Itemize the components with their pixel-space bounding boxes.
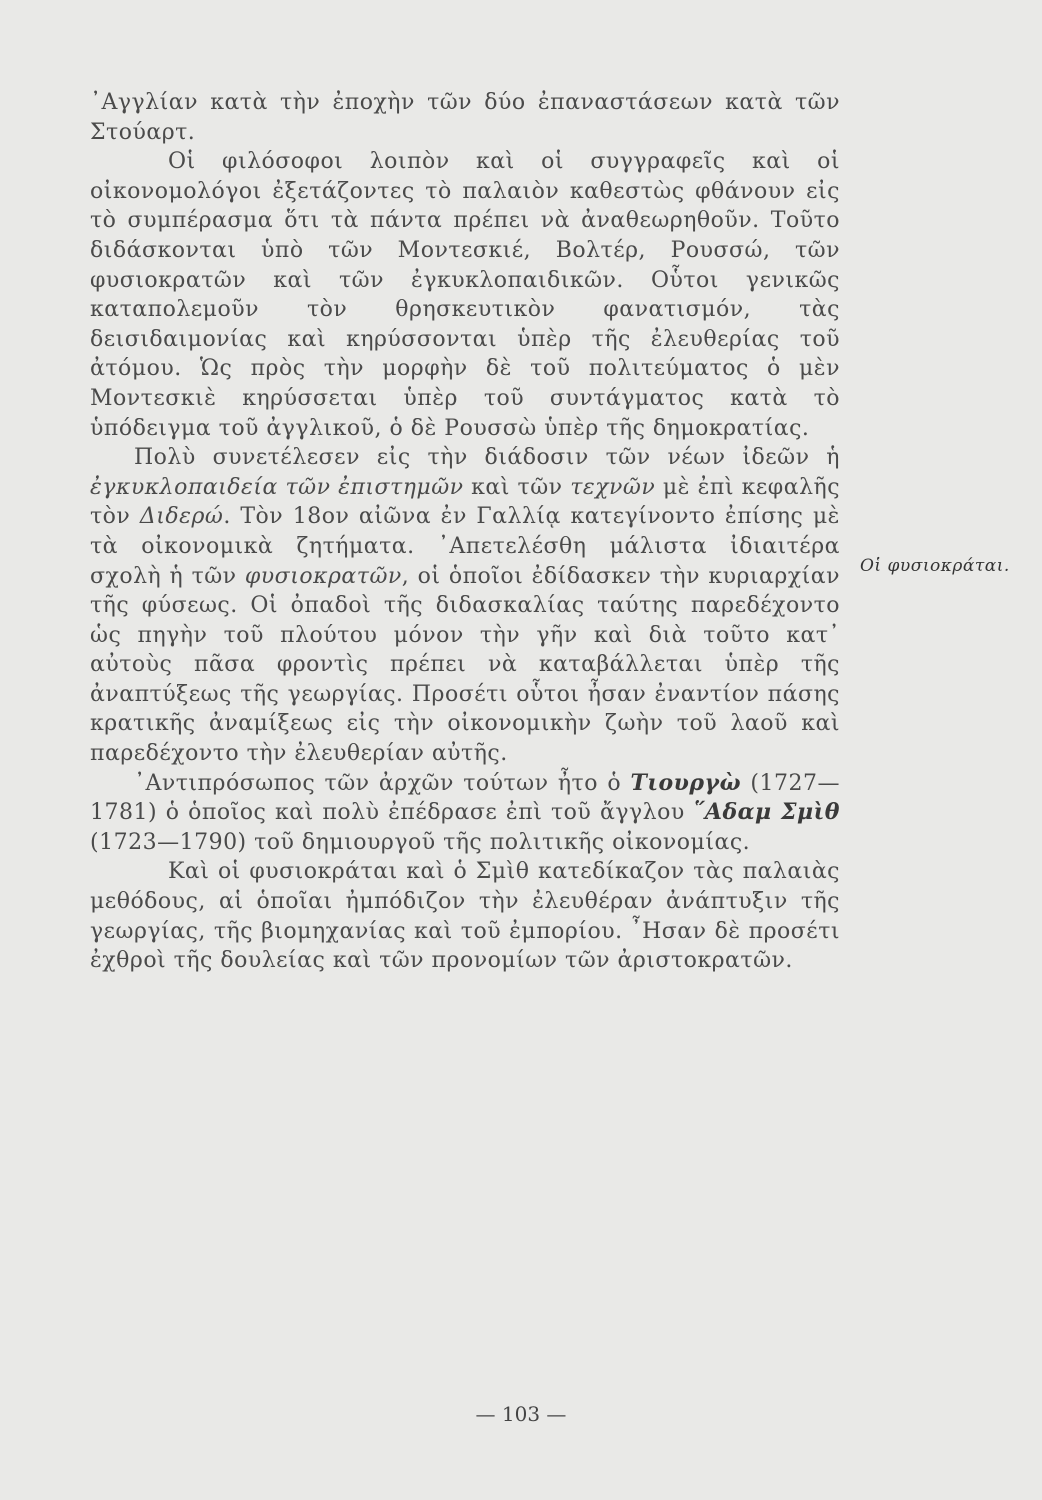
text-segment: μὲ ἐπὶ κεφαλῆς τὸν (90, 474, 841, 530)
text-segment: Πολὺ συνετέλεσεν εἰς τὴν διάδοσιν τῶν νέων ἰδεῶν ἡ (134, 445, 840, 471)
text-segment-italic: φυσιοκρατῶν (244, 563, 402, 589)
body-text (90, 88, 840, 976)
page-number: — 103 — (475, 1402, 567, 1426)
text-segment: . Τὸν 18ον αἰῶνα ἐν Γαλλίᾳ κατεγίνοντο ἐπίσης μὲ τὰ οἰκονομικὰ ζητήματα. ᾿Απετελέσθη μάλιστα ἰδιαιτέρα σχολὴ ἡ τῶν (90, 504, 840, 589)
text-segment: Καὶ οἱ φυσιοκράται καὶ ὁ Σμὶθ κατεδίκαζον τὰς παλαιὰς μεθόδους, αἱ ὁποῖαι ἠμπόδιζον τὴν ἐλευθέραν ἀνάπτυξιν τῆς γεωργίας, τῆς βιομηχανίας καὶ τοῦ ἐμπορίου. ῏Ησαν δὲ προσέτι ἐχθροὶ τῆς δουλείας καὶ τῶν προνομίων τῶν ἀριστοκρατῶν. (90, 859, 840, 974)
text-segment-bold-italic: ῞Αδαμ Σμὶθ (693, 799, 840, 826)
text-segment: (1727—1781) ὁ ὁποῖος καὶ πολὺ ἐπέδρασε ἐπὶ τοῦ ἄγγλου (90, 770, 840, 826)
text-segment: (1723—1790) τοῦ δημιουργοῦ τῆς πολιτικῆς οἰκονομίας. (90, 829, 751, 855)
text-segment: , οἱ ὁποῖοι ἐδίδασκεν τὴν κυριαρχίαν τῆς φύσεως. Οἱ ὀπαδοὶ τῆς διδασκαλίας ταύτης παρεδέχοντο ὡς πηγὴν τοῦ πλούτου μόνον τὴν γῆν καὶ διὰ τοῦτο κατ᾿ αὐτοὺς πᾶσα φροντὶς πρέπει νὰ καταβάλλεται ὑπὲρ τῆς ἀναπτύξεως τῆς γεωργίας. Προσέτι οὗτοι ἦσαν ἐναντίον πάσης κρατικῆς ἀναμίξεως εἰς τὴν οἰκονομικὴν ζωὴν τοῦ λαοῦ καὶ παρεδέχοντο τὴν ἐλευθερίαν αὐτῆς. (90, 563, 840, 767)
paragraph-encyclopedia (90, 443, 840, 769)
paragraph-philosophers (90, 147, 840, 443)
text-segment-italic: τεχνῶν (570, 474, 656, 500)
text-segment: Οἱ φιλόσοφοι λοιπὸν καὶ οἱ συγγραφεῖς καὶ οἱ οἰκονομολόγοι ἐξετάζοντες τὸ παλαιὸν καθεστὼς φθάνουν εἰς τὸ συμπέρασμα ὅτι τὰ πάντα πρέπει νὰ ἀναθεωρηθοῦν. Τοῦτο διδάσκονται ὑπὸ τῶν Μοντεσκιέ, Βολτέρ, Ρουσσώ, τῶν φυσιοκρατῶν καὶ τῶν ἐγκυκλοπαιδικῶν. Οὗτοι γενικῶς καταπολεμοῦν τὸν θρησκευτικὸν φανατισμόν, τὰς δεισιδαιμονίας καὶ κηρύσσονται ὑπὲρ τῆς ἐλευθερίας τοῦ ἀτόμου. Ὡς πρὸς τὴν μορφὴν δὲ τοῦ πολιτεύματος ὁ μὲν Μοντεσκιὲ κηρύσσεται ὑπὲρ τοῦ συντάγματος κατὰ τὸ ὑπόδειγμα τοῦ ἀγγλικοῦ, ὁ δὲ Ρουσσὼ ὑπὲρ τῆς δημοκρατίας. (90, 149, 840, 441)
text-segment: καὶ τῶν (463, 474, 571, 500)
text-segment: ᾿Αντιπρόσωπος τῶν ἀρχῶν τούτων ἦτο ὁ (134, 770, 631, 796)
text-segment: ᾿Αγγλίαν κατὰ τὴν ἐποχὴν τῶν δύο ἐπαναστάσεων κατὰ τῶν Στούαρτ. (90, 90, 840, 145)
text-segment-italic: ἐγκυκλοπαιδεία τῶν ἐπιστημῶν (90, 474, 464, 500)
text-segment-italic: Διδερώ (139, 504, 224, 530)
margin-note: Οἱ φυσιοκράται. (860, 556, 1010, 576)
paragraph-smith (90, 857, 840, 975)
text-segment-bold-italic: Τιουργὼ (630, 769, 742, 796)
paragraph-turgot (90, 769, 840, 858)
paragraph-continuation (90, 88, 840, 147)
